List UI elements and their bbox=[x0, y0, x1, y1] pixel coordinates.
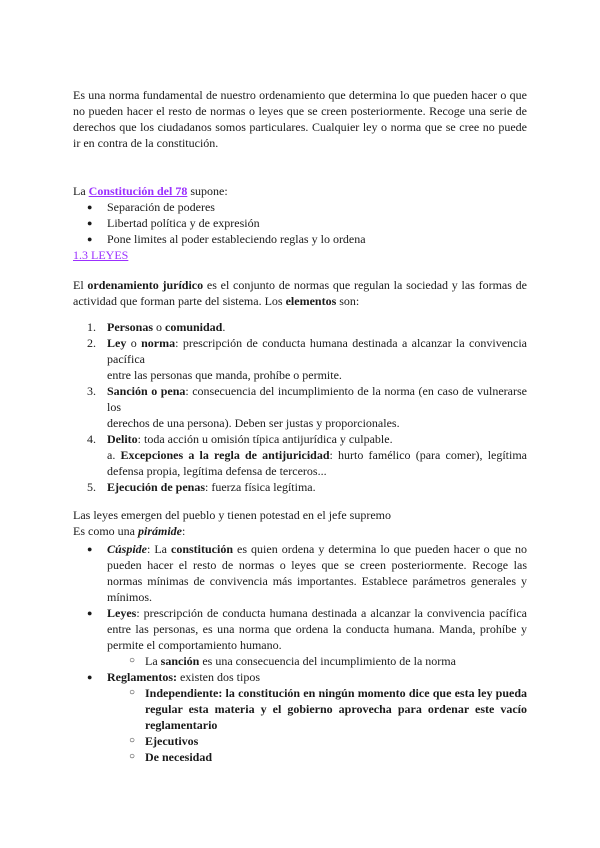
bold-term: comunidad bbox=[165, 320, 223, 334]
reglamentos-sublist bbox=[107, 685, 527, 765]
constitucion-list bbox=[73, 199, 527, 247]
list-item-cuspide bbox=[73, 541, 527, 605]
bullet-icon: ● bbox=[87, 608, 93, 618]
list-item bbox=[73, 335, 527, 383]
circle-bullet-icon: ○ bbox=[129, 655, 136, 666]
leyes-emergen-line: Las leyes emergen del pueblo y tienen potestad en el jefe supremo bbox=[73, 508, 391, 522]
text: : bbox=[182, 524, 186, 538]
text: : prescripción de conducta humana destinada a alcanzar la convivencia pacífica bbox=[107, 336, 528, 366]
sub-list-item bbox=[107, 733, 527, 749]
text-continuation: derechos de una persona). Deben ser justas y proporcionales. bbox=[107, 416, 400, 430]
list-item-leyes bbox=[73, 605, 527, 669]
section-heading-leyes: 1.3 LEYES bbox=[73, 248, 129, 262]
text: : fuerza física legítima. bbox=[205, 480, 316, 494]
text: existen dos tipos bbox=[176, 670, 260, 684]
list-item: ● Separación de poderes bbox=[73, 199, 527, 215]
text: es quien ordena y determina lo que pueden hacer o que no pueden hacer el resto de normas o leyes que se creen posteriormente. Recoge las normas mínimas de convivencia más importantes. Establece parámetros generales y mínimos. bbox=[107, 542, 527, 604]
bullet-icon: ● bbox=[87, 672, 93, 682]
text: o bbox=[153, 320, 165, 334]
piramide-list bbox=[73, 541, 527, 765]
bold-term: Ley bbox=[107, 336, 127, 350]
ordenamiento-paragraph bbox=[73, 277, 527, 309]
bold-term: Excepciones a la regla de antijuricidad bbox=[120, 448, 330, 462]
bold-term: Ejecución de penas bbox=[107, 480, 206, 494]
list-item-reglamentos bbox=[73, 669, 527, 765]
list-item bbox=[73, 431, 527, 479]
elementos-list bbox=[73, 319, 527, 495]
bold-term: Sanción o pena bbox=[107, 384, 186, 398]
text: son: bbox=[336, 294, 360, 308]
text: : La bbox=[147, 542, 172, 556]
text: o bbox=[126, 336, 142, 350]
list-item bbox=[73, 383, 527, 431]
text: : consecuencia del incumplimiento de la norma (en caso de vulnerarse los bbox=[107, 384, 527, 414]
circle-bullet-icon: ○ bbox=[129, 687, 136, 698]
intro-paragraph: Es una norma fundamental de nuestro ordenamiento que determina lo que pueden hacer o que no pueden hacer el resto de normas o leyes que se creen posteriormente. Recoge una serie de derechos que los ciudadanos somos particulares. Cualquier ley o norma que se cree no puede ir en contra de la constitución. bbox=[73, 88, 527, 150]
text-prefix: La bbox=[73, 184, 89, 198]
text: : toda acción u omisión típica antijurídica y culpable. bbox=[137, 432, 393, 446]
bold-term: Leyes bbox=[107, 606, 137, 620]
list-item bbox=[73, 319, 527, 335]
sub-item bbox=[107, 447, 527, 479]
list-number: 2. bbox=[87, 336, 96, 350]
list-number: 4. bbox=[87, 432, 96, 446]
text-continuation: entre las personas que manda, prohíbe o permite. bbox=[107, 368, 342, 382]
bold-term: De necesidad bbox=[145, 750, 212, 764]
circle-bullet-icon: ○ bbox=[129, 735, 136, 746]
bold-term: constitución bbox=[171, 542, 234, 556]
circle-bullet-icon: ○ bbox=[129, 751, 136, 762]
list-number: 5. bbox=[87, 480, 96, 494]
sub-list-item bbox=[107, 653, 527, 669]
text: es el conjunto de normas que regulan la sociedad y las formas de actividad que forman parte del sistema. Los bbox=[73, 278, 527, 308]
list-item: ● Pone limites al poder estableciendo reglas y lo ordena bbox=[73, 231, 527, 247]
sub-letter: a. bbox=[107, 448, 121, 462]
text: El bbox=[73, 278, 88, 292]
sub-list-item bbox=[107, 749, 527, 765]
leyes-sublist bbox=[107, 653, 527, 669]
constitucion-block bbox=[73, 183, 527, 263]
constitucion-link[interactable]: Constitución del 78 bbox=[88, 184, 188, 198]
bold-term: Independiente: la constitución en ningún momento dice que esta ley pueda regular esta materia y el gobierno aprovecha para ordenar este vacío reglamentario bbox=[145, 686, 527, 732]
bold-term: ordenamiento jurídico bbox=[87, 278, 204, 292]
sub-list-item bbox=[107, 685, 527, 733]
constitucion-line bbox=[73, 183, 527, 199]
text-suffix: supone: bbox=[187, 184, 228, 198]
text: La bbox=[145, 654, 161, 668]
bullet-icon: ● bbox=[87, 544, 93, 554]
text: es una consecuencia del incumplimiento de la norma bbox=[199, 654, 456, 668]
text: : prescripción de conducta humana destinada a alcanzar la convivencia pacífica entre las personas, es una norma que ordena la conducta humana. Manda, prohíbe y permite el comportamiento humano. bbox=[107, 606, 527, 652]
bold-term: Reglamentos: bbox=[107, 670, 177, 684]
list-number: 3. bbox=[87, 384, 96, 398]
text: . bbox=[222, 320, 226, 334]
piramide-intro bbox=[73, 507, 527, 539]
bold-term: Delito bbox=[107, 432, 138, 446]
list-item bbox=[73, 479, 527, 495]
list-item: ● Libertad política y de expresión bbox=[73, 215, 527, 231]
bold-term: Cúspide bbox=[107, 542, 148, 556]
piramide-line bbox=[73, 523, 527, 539]
text: Es como una bbox=[73, 524, 138, 538]
bold-term: sanción bbox=[160, 654, 200, 668]
bold-term: norma bbox=[141, 336, 176, 350]
bold-term: elementos bbox=[285, 294, 337, 308]
bold-term: pirámide bbox=[138, 524, 182, 538]
list-number: 1. bbox=[87, 320, 96, 334]
bold-term: Ejecutivos bbox=[145, 734, 199, 748]
text: : hurto famélico (para comer), legítima defensa propia, legítima defensa de terceros... bbox=[107, 448, 528, 478]
bold-term: Personas bbox=[107, 320, 153, 334]
